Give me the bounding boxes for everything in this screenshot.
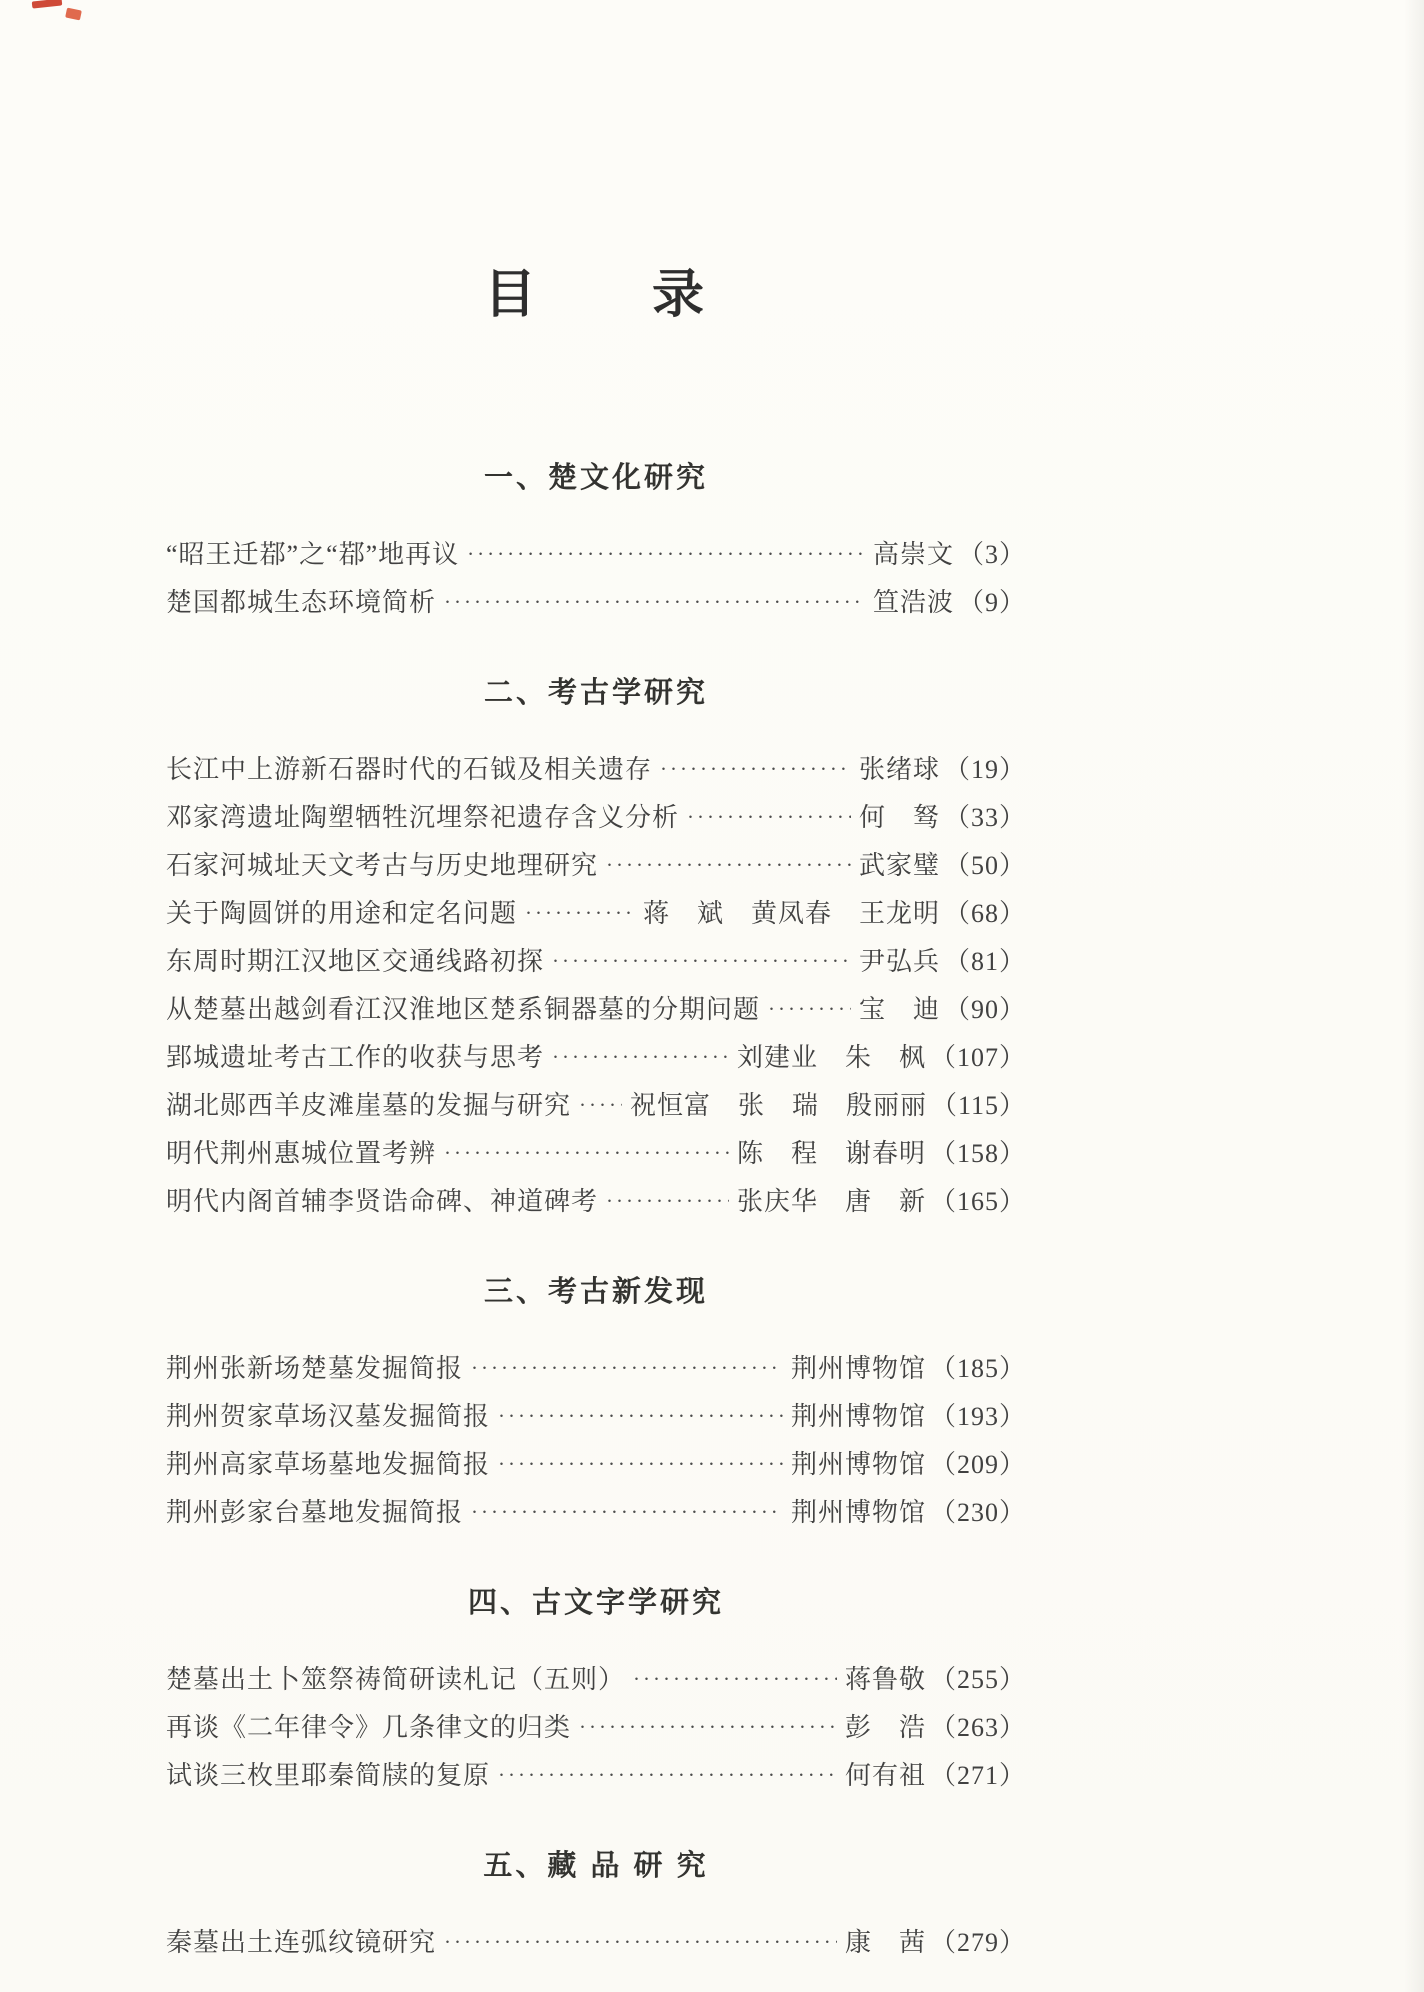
entry-authors: 陈 程 谢春明 — [736, 1139, 926, 1168]
entry-page-number: （165） — [929, 1187, 1026, 1216]
entry-title: 关于陶圆饼的用途和定名问题 — [166, 899, 518, 928]
toc-entry — [166, 1348, 1026, 1396]
entry-page-number: （115） — [930, 1091, 1026, 1120]
entry-authors: 荆州博物馆 — [790, 1450, 926, 1479]
entry-title: 荆州贺家草场汉墓发掘简报 — [166, 1402, 491, 1431]
entry-page-number: （81） — [943, 947, 1026, 976]
dot-leader — [444, 1930, 837, 1955]
entry-page-number: （3） — [957, 540, 1026, 569]
entry-authors: 刘建业 朱 枫 — [736, 1043, 926, 1072]
entry-authors: 荆州博物馆 — [790, 1354, 926, 1383]
entry-title: 秦墓出土连弧纹镜研究 — [166, 1928, 437, 1957]
entry-page-number: （193） — [929, 1402, 1026, 1431]
entry-title: 石家河城址天文考古与历史地理研究 — [166, 851, 599, 880]
dot-leader — [498, 1452, 783, 1477]
entry-page-number: （230） — [929, 1498, 1026, 1527]
scan-artifact — [65, 8, 82, 21]
entry-authors: 高崇文 — [872, 540, 954, 569]
entry-page-number: （33） — [943, 803, 1026, 832]
entry-title: 东周时期江汉地区交通线路初探 — [166, 947, 545, 976]
entry-authors: 何 驽 — [858, 803, 940, 832]
entry-page-number: （19） — [943, 755, 1026, 784]
toc-entry — [166, 1922, 1026, 1970]
entry-authors: 张庆华 唐 新 — [736, 1187, 926, 1216]
dot-leader — [606, 1189, 729, 1214]
toc-entry — [166, 1085, 1026, 1133]
entry-page-number: （68） — [943, 899, 1026, 928]
section-heading-1: 一、楚文化研究 — [483, 462, 708, 494]
entry-title: 明代内阁首辅李贤诰命碑、神道碑考 — [166, 1187, 599, 1216]
entry-title: 荆州彭家台墓地发掘简报 — [166, 1498, 464, 1527]
toc-entry — [166, 1181, 1026, 1229]
section-heading-4: 四、古文字学研究 — [467, 1587, 724, 1619]
dot-leader — [552, 949, 851, 974]
entry-page-number: （50） — [943, 851, 1026, 880]
table-of-contents — [166, 0, 1026, 1970]
entry-authors: 彭 浩 — [844, 1713, 926, 1742]
section-heading-2: 二、考古学研究 — [483, 677, 708, 709]
dot-leader — [579, 1093, 622, 1118]
page-title: 目 录 — [483, 267, 708, 324]
toc-entry — [166, 1659, 1026, 1707]
entry-page-number: （255） — [929, 1665, 1026, 1694]
entry-authors: 荆州博物馆 — [790, 1498, 926, 1527]
toc-entry — [166, 534, 1026, 582]
entry-authors: 蒋 斌 黄凤春 王龙明 — [642, 899, 940, 928]
toc-entry — [166, 1037, 1026, 1085]
toc-entry — [166, 1396, 1026, 1444]
toc-entry — [166, 941, 1026, 989]
entry-page-number: （107） — [929, 1043, 1026, 1072]
entry-title: 明代荆州惠城位置考辨 — [166, 1139, 437, 1168]
toc-entry — [166, 1492, 1026, 1540]
entry-title: 从楚墓出越剑看江汉淮地区楚系铜器墓的分期问题 — [166, 995, 761, 1024]
toc-entry — [166, 845, 1026, 893]
dot-leader — [525, 901, 635, 926]
entry-authors: 祝恒富 张 瑞 殷丽丽 — [629, 1091, 927, 1120]
entry-authors: 张绪球 — [858, 755, 940, 784]
entry-authors: 荆州博物馆 — [790, 1402, 926, 1431]
toc-entry — [166, 1444, 1026, 1492]
entry-title: 试谈三枚里耶秦简牍的复原 — [166, 1761, 491, 1790]
dot-leader — [471, 1356, 783, 1381]
dot-leader — [633, 1667, 837, 1692]
entry-page-number: （263） — [929, 1713, 1026, 1742]
entry-title: 邓家湾遗址陶塑牺牲沉埋祭祀遗存含义分析 — [166, 803, 680, 832]
entry-page-number: （90） — [943, 995, 1026, 1024]
entry-authors: 蒋鲁敬 — [844, 1665, 926, 1694]
entry-title: 楚国都城生态环境简析 — [166, 588, 437, 617]
toc-entry — [166, 989, 1026, 1037]
toc-entry — [166, 749, 1026, 797]
entry-authors: 笪浩波 — [872, 588, 954, 617]
dot-leader — [579, 1715, 837, 1740]
entry-page-number: （158） — [929, 1139, 1026, 1168]
dot-leader — [606, 853, 851, 878]
entry-title: 荆州高家草场墓地发掘简报 — [166, 1450, 491, 1479]
dot-leader — [768, 997, 851, 1022]
entry-page-number: （271） — [929, 1761, 1026, 1790]
entry-page-number: （209） — [929, 1450, 1026, 1479]
dot-leader — [467, 542, 865, 567]
dot-leader — [498, 1404, 783, 1429]
entry-page-number: （185） — [929, 1354, 1026, 1383]
toc-entry — [166, 1755, 1026, 1803]
entry-authors: 尹弘兵 — [858, 947, 940, 976]
entry-title: 再谈《二年律令》几条律文的归类 — [166, 1713, 572, 1742]
entry-authors: 宝 迪 — [858, 995, 940, 1024]
toc-entry — [166, 1707, 1026, 1755]
toc-entry — [166, 797, 1026, 845]
dot-leader — [444, 1141, 729, 1166]
scan-artifact — [32, 0, 63, 9]
entry-title: 郢城遗址考古工作的收获与思考 — [166, 1043, 545, 1072]
entry-authors: 武家璧 — [858, 851, 940, 880]
section-heading-3: 三、考古新发现 — [483, 1276, 708, 1308]
section-heading-5: 五、藏 品 研 究 — [483, 1850, 709, 1882]
entry-title: 长江中上游新石器时代的石钺及相关遗存 — [166, 755, 653, 784]
entry-title: 楚墓出土卜筮祭祷简研读札记（五则） — [166, 1665, 626, 1694]
entry-title: 荆州张新场楚墓发掘简报 — [166, 1354, 464, 1383]
entry-title: 湖北郧西羊皮滩崖墓的发掘与研究 — [166, 1091, 572, 1120]
dot-leader — [660, 757, 851, 782]
dot-leader — [687, 805, 851, 830]
entry-title: “昭王迁鄀”之“鄀”地再议 — [166, 540, 460, 569]
toc-entry — [166, 893, 1026, 941]
toc-entry — [166, 582, 1026, 630]
dot-leader — [471, 1500, 783, 1525]
toc-entry — [166, 1133, 1026, 1181]
entry-authors: 何有祖 — [844, 1761, 926, 1790]
entry-page-number: （9） — [957, 588, 1026, 617]
dot-leader — [498, 1763, 837, 1788]
dot-leader — [552, 1045, 729, 1070]
entry-page-number: （279） — [929, 1928, 1026, 1957]
entry-authors: 康 茜 — [844, 1928, 926, 1957]
dot-leader — [444, 590, 865, 615]
